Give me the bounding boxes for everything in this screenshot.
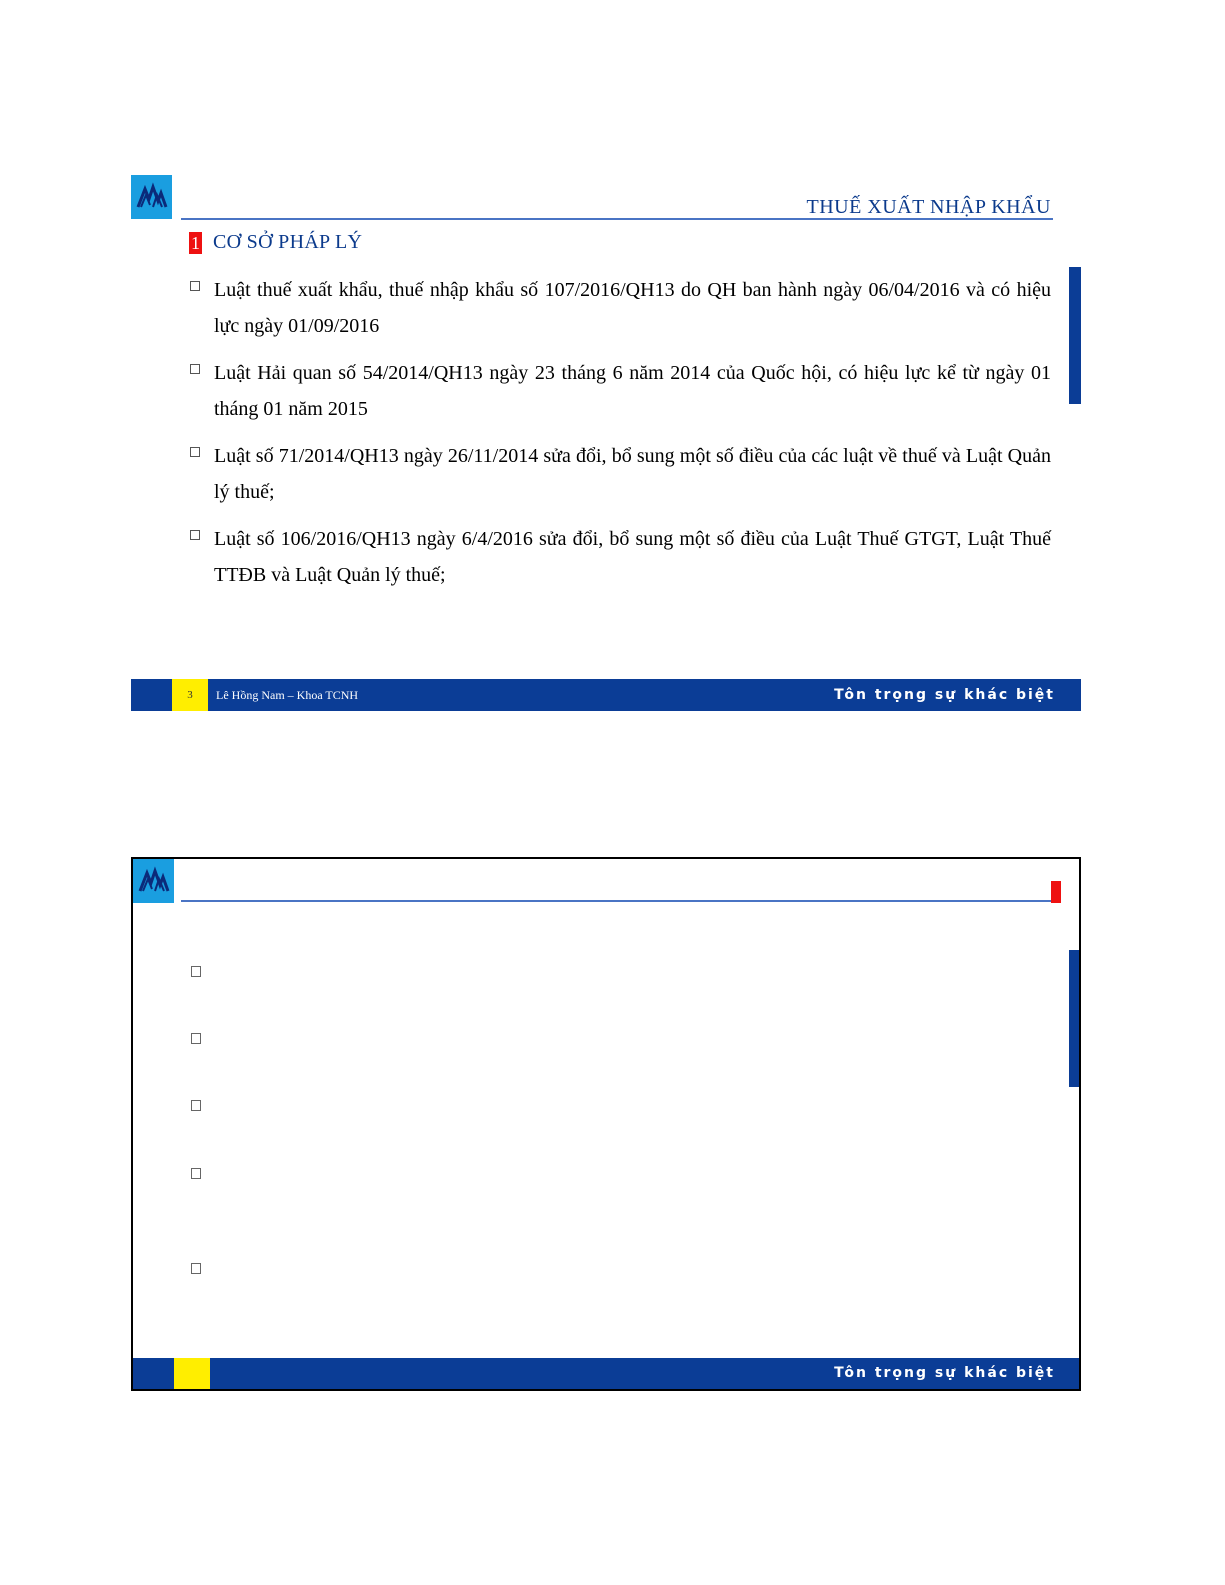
footer-bar: [133, 1358, 1079, 1389]
list-item: Luật Hải quan số 54/2014/QH13 ngày 23 tháng 6 năm 2014 của Quốc hội, có hiệu lực kể từ ngày 01 tháng 01 năm 2015: [189, 355, 1051, 427]
side-accent-bar: [1069, 950, 1079, 1087]
footer-motto: Tôn trọng sự khác biệt: [834, 687, 1055, 703]
header-title: THUẾ XUẤT NHẬP KHẨU: [806, 196, 1051, 218]
bullet-box-icon: [190, 364, 200, 374]
bullet-box-icon: [191, 966, 201, 977]
bullet-box-icon: [191, 1168, 201, 1179]
slide-2: [131, 857, 1081, 1391]
section-number-badge: 1: [191, 232, 200, 253]
header-divider: [181, 900, 1059, 902]
footer-author: Lê Hồng Nam – Khoa TCNH: [216, 688, 359, 702]
list-item: Luật thuế xuất khẩu, thuế nhập khẩu số 107/2016/QH13 do QH ban hành ngày 06/04/2016 và có hiệu lực ngày 01/09/2016: [189, 272, 1051, 344]
header-divider: [181, 218, 1053, 220]
list-item: Luật số 71/2014/QH13 ngày 26/11/2014 sửa đổi, bổ sung một số điều của các luật về thuế và Luật Quản lý thuế;: [189, 438, 1051, 510]
list-item: Luật số 106/2016/QH13 ngày 6/4/2016 sửa đổi, bổ sung một số điều của Luật Thuế GTGT, Luật Thuế TTĐB và Luật Quản lý thuế;: [189, 521, 1051, 593]
page-number: 3: [172, 679, 208, 711]
section-title: CƠ SỞ PHÁP LÝ: [213, 231, 363, 253]
slide-1: [131, 175, 1081, 711]
section-heading: [189, 231, 362, 254]
logo-icon: [133, 859, 174, 903]
bullet-box-icon: [190, 447, 200, 457]
bullet-box-icon: [190, 281, 200, 291]
bullet-box-icon: [191, 1033, 201, 1044]
bullet-list: [189, 272, 1051, 604]
logo-icon: [131, 175, 172, 219]
footer-motto: Tôn trọng sự khác biệt: [834, 1365, 1055, 1381]
red-marker: [1051, 881, 1061, 903]
page-number: [174, 1358, 210, 1389]
bullet-box-icon: [191, 1263, 201, 1274]
side-accent-bar: [1069, 267, 1081, 404]
bullet-box-icon: [191, 1100, 201, 1111]
bullet-box-icon: [190, 530, 200, 540]
footer-bar: [131, 679, 1081, 711]
